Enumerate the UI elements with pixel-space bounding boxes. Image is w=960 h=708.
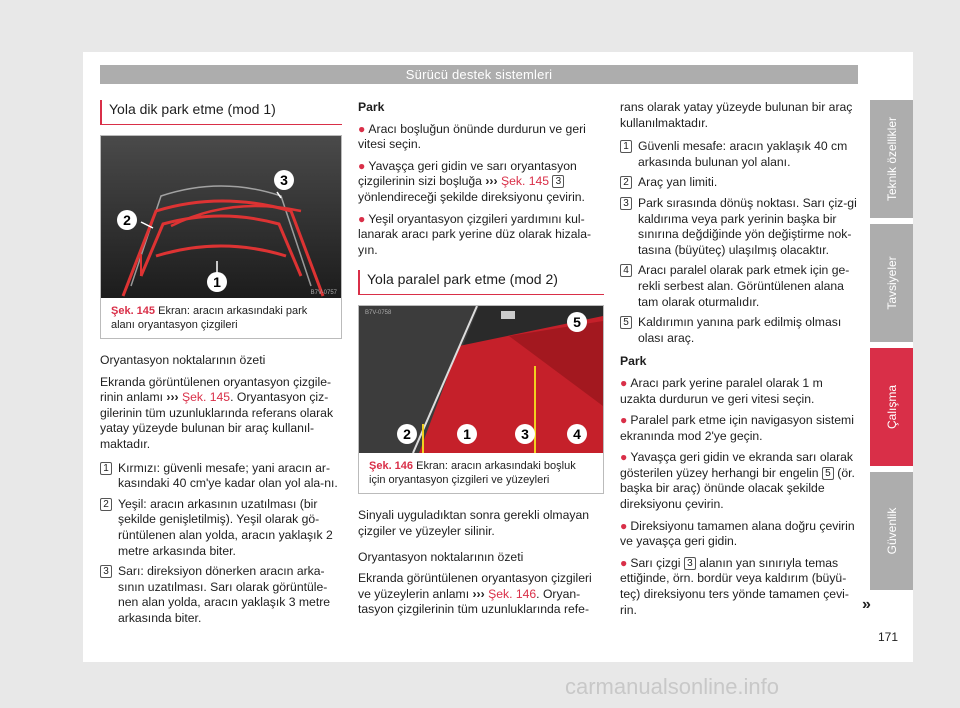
item-number: 4 (620, 264, 632, 277)
item-text: Kırmızı: güvenli mesafe; yani aracın ar-kasındaki 40 cm'ye kadar olan yol ala-nı. (118, 460, 338, 491)
bullet-item (620, 413, 860, 444)
intro-paragraph (100, 375, 342, 453)
list-item (620, 263, 860, 310)
list-item (620, 175, 860, 191)
list-item (620, 139, 860, 170)
item-number: 1 (100, 462, 112, 475)
tab-calisma[interactable] (870, 348, 913, 466)
caption-text: Ekran: aracın arkasındaki park alanı oryantasyon çizgileri (111, 305, 308, 331)
section-title-mod1: Yola dik park etme (mod 1) (100, 100, 342, 125)
bullet-item (620, 519, 860, 550)
tab-teknik-ozellikler[interactable] (870, 100, 913, 218)
bullet-icon: ● (620, 413, 628, 428)
ref-arrow: ››› (166, 390, 179, 405)
item-text: Park sırasında dönüş noktası. Sarı çiz-gi kaldırıma veya park yerinin başka bir sınırına değdiğinde yön değiştirme nok-tasına (büyüteç) ulaşılmış olacaktır. (638, 195, 857, 257)
bullet-text: Yeşil oryantasyon çizgileri yardımını kul-lanarak aracı park yerine düz olarak hizala-yın. (358, 211, 592, 257)
figure-146 (358, 305, 604, 494)
ref-arrow: ››› (472, 586, 485, 601)
item-number: 5 (620, 316, 632, 329)
item-number: 3 (100, 565, 112, 578)
callout-2: 2 (403, 426, 411, 443)
bullet-item (620, 376, 860, 407)
bullet-icon: ● (620, 375, 628, 390)
section-header: Sürücü destek sistemleri (100, 65, 858, 84)
bullet-item (620, 450, 860, 512)
tab-tavsiyeler[interactable] (870, 224, 913, 342)
figure-code: B7V-0758 (365, 310, 392, 317)
bullet-text: Yavaşça geri gidin ve sarı oryantasyon çizgilerinin sizi boşluğa (358, 158, 577, 189)
park-heading: Park (358, 100, 385, 114)
tab-label: Güvenlik (884, 507, 899, 555)
bullet-text: Aracı park yerine paralel olarak 1 m uzakta durdurun ve geri vitesi seçin. (620, 375, 823, 406)
continue-arrow-icon: » (862, 596, 871, 613)
bullet-item (620, 556, 860, 618)
item-number: 3 (620, 197, 632, 210)
figure-code: B7V-0757 (310, 290, 337, 296)
inline-number: 5 (822, 467, 834, 480)
figure-145-caption (101, 298, 341, 338)
parallel-parking-illustration (359, 306, 603, 453)
list-item (620, 196, 860, 258)
caption-ref: Şek. 146 (369, 460, 414, 473)
callout-3: 3 (521, 426, 529, 443)
parking-lines-illustration (101, 136, 341, 298)
ref-arrow: ››› (485, 174, 498, 189)
figure-145-image (101, 136, 341, 298)
watermark: carmanualsonline.info (565, 674, 780, 699)
bullet-text: Yavaşça geri gidin ve ekranda sarı olarak gösterilen yüzey herhangi bir engelin (620, 450, 854, 480)
item-number: 2 (100, 498, 112, 511)
bullet-icon: ● (358, 121, 366, 136)
item-text: Sarı: direksiyon dönerken aracın arka-sının uzatılması. Sarı olarak görüntüle-nen alan yolda, aracın yaklaşık 3 metre arkasında biter. (118, 564, 331, 625)
intro-text: . Oryan-tasyon çizgilerinin tüm uzunluklarında refe- (358, 586, 589, 617)
subtitle-overview: Oryantasyon noktalarının özeti (100, 353, 266, 367)
figure-link[interactable]: Şek. 145 (500, 174, 550, 189)
column-3 (620, 100, 860, 624)
section-title-mod2: Yola paralel park etme (mod 2) (358, 270, 604, 295)
tab-label: Teknik özellikler (884, 116, 899, 202)
tab-guvenlik[interactable] (870, 472, 913, 590)
bullet-icon: ● (620, 555, 628, 570)
bullet-icon: ● (358, 158, 366, 173)
bullet-icon: ● (620, 450, 628, 465)
caption-text: Ekran: aracın arkasındaki boşluk için oryantasyon çizgileri ve yüzeyleri (369, 460, 576, 486)
tab-label: Çalışma (884, 384, 899, 430)
intro-paragraph (358, 571, 604, 618)
bullet-text: Paralel park etme için navigasyon sistemi ekranında mod 2'ye geçin. (620, 413, 854, 443)
list-item (100, 497, 342, 559)
bullet-item (358, 122, 604, 153)
bullet-text: alanın yan sınırıyla temas ettiğinde, örn. bordür veya kaldırım (büyü-teç) direksiyonu ters yönde tamamen çevi-rin. (620, 555, 849, 617)
callout-2: 2 (123, 212, 131, 228)
callout-1: 1 (213, 274, 221, 290)
signal-paragraph: Sinyali uyguladıktan sonra gerekli olmayan çizgiler ve yüzeyler silinir. (358, 508, 590, 538)
bullet-text: (ör. başka bir araç) önünde olacak şekilde direksiyonu çevirin. (620, 465, 855, 512)
callout-4: 4 (573, 426, 581, 443)
item-text: Yeşil: aracın arkasının uzatılması (bir şekilde genişletilmiş). Yeşil olarak gö-rüntülenen alan yolda, aracın yaklaşık 2 metre arkasında biter. (118, 496, 333, 558)
intro-text: . Oryantasyon çiz-gilerinin tüm uzunluklarında referans olarak yatay yüzeyde bulunan bir araç kullanıl-maktadır. (100, 390, 334, 451)
legend-list (100, 461, 342, 627)
park-heading: Park (620, 354, 647, 369)
figure-146-image (359, 306, 603, 453)
intro-text: Ekranda görüntülenen oryantasyon çizgile-rinin anlamı (100, 374, 332, 405)
column-1 (100, 100, 342, 632)
caption-ref: Şek. 145 (111, 305, 156, 317)
item-text: Araç yan limiti. (638, 175, 718, 190)
legend-list (620, 139, 860, 346)
bullet-item (358, 159, 604, 206)
item-text: Güvenli mesafe: aracın yaklaşık 40 cm arkasında bulunan yol alanı. (638, 139, 848, 169)
list-item (100, 564, 342, 626)
figure-link[interactable]: Şek. 146 (488, 586, 537, 601)
figure-145 (100, 135, 342, 339)
bullet-icon: ● (358, 211, 366, 226)
page-number: 171 (878, 630, 899, 644)
callout-5: 5 (573, 314, 581, 331)
list-item (620, 315, 860, 346)
tab-label: Tavsiyeler (884, 256, 899, 310)
item-text: Aracı paralel olarak park etmek için ge-rekli serbest alan. Görüntülenen alana tam olarak oturmalıdır. (638, 263, 850, 309)
subtitle-overview: Oryantasyon noktalarının özeti (358, 549, 524, 564)
bullet-text: yönlendireceği şekilde direksiyonu çevirin. (358, 189, 585, 204)
continued-text: rans olarak yatay yüzeyde bulunan bir araç kullanılmaktadır. (620, 100, 853, 130)
item-text: Kaldırımın yanına park edilmiş olması olası araç. (638, 315, 842, 345)
bullet-icon: ● (620, 518, 628, 533)
intro-text: Ekranda görüntülenen oryantasyon çizgileri ve yüzeylerin anlamı (358, 571, 592, 601)
callout-3: 3 (280, 172, 288, 188)
item-number: 1 (620, 140, 632, 153)
list-item (100, 461, 342, 492)
bullet-text: Aracı boşluğun önünde durdurun ve geri vitesi seçin. (358, 121, 586, 152)
bullet-text: Direksiyonu tamamen alana doğru çevirin ve yavaşça geri gidin. (620, 518, 855, 549)
item-number: 2 (620, 176, 632, 189)
figure-146-caption (359, 453, 603, 493)
inline-number: 3 (684, 557, 696, 570)
bullet-text: Sarı çizgi (630, 555, 681, 570)
callout-1: 1 (463, 426, 471, 443)
figure-link[interactable]: Şek. 145 (181, 390, 231, 405)
bullet-item (358, 212, 604, 259)
inline-number: 3 (552, 175, 564, 188)
column-2 (358, 100, 604, 624)
